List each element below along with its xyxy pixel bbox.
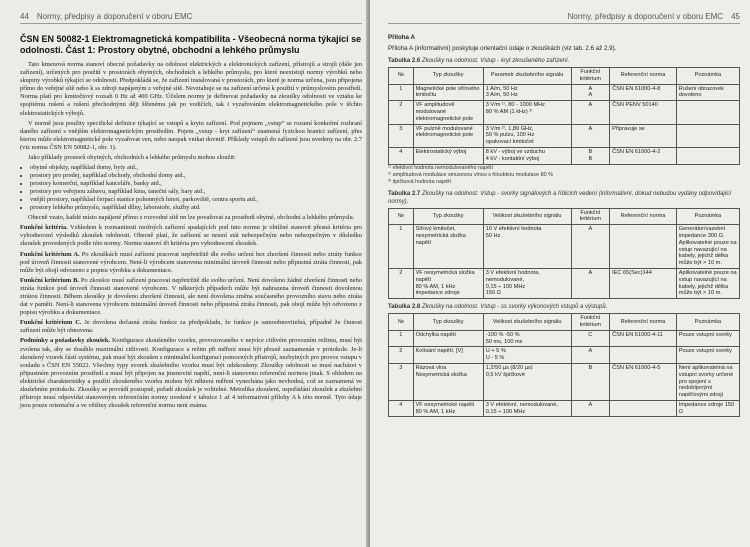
- table-cell: Elektrostatický výboj: [413, 147, 483, 164]
- table-cell: [610, 225, 677, 269]
- table-header-row: [389, 68, 740, 85]
- table-cell: Pouze vstupní svorky: [676, 330, 739, 347]
- table-cell: 3: [389, 124, 414, 147]
- table-row: [389, 84, 740, 101]
- table-cell: A: [571, 268, 610, 298]
- table-cell: B: [571, 363, 610, 400]
- table-note: ²⁾ amplitudová modulace sinusovou vlnou s hloubkou modulace 80 %: [388, 171, 553, 178]
- conditions-lead: Podmínky a požadavky zkoušek.: [20, 337, 111, 345]
- left-page: [0, 0, 370, 547]
- table-2-6-caption: [388, 57, 740, 65]
- column-header: Velikost zkušebního signálu: [483, 208, 571, 225]
- table-cell: Impedance zdroje 150 Ω: [676, 400, 739, 417]
- column-header: Poznámka: [676, 208, 739, 225]
- list-item: • obytné objekty, například domy, byty atd.,: [30, 164, 362, 172]
- table-cell: Kolísání napětí, [V]: [413, 347, 483, 364]
- conditions-text: Konfigurace zkoušeného vzorku, provozovaného v nejvíce citlivém provozním režimu, musí být zvolena tak, aby se dosáhlo maximální citlivosti. Konfigurace a režim při měření musí být přesně zaznamenán v protokole. Je-li zkoušený vzorek částí systému, pak musí být zkoušen s minimální konfigurací pomocných přístrojů, nezbytných pro provoz vstupu v souladu s ČSN EN 55022. Všechny typy svorek zkušebního vzorku musí být odzkoušeny. Zkoušky odolnosti se musí nacházet v připustném provozním prostředí a musí být připojen na jmenovité napětí, není-li stanoveno referenční normou jinak. S ohledem na elektrické charakteristiky a použití zkoušeného vzorku mohou být některá měření vynechána jako nevhodná, což se zaznamená ve zkušebním protokolu. Zkoušky se provádí postupně, pořadí zkoušek je volitelné. Metodika zkoušení, uspořádání zkoušek a zkušební přístroje musí odpovídat stanoveným referenčním normy uvedené v tabulce 1 až 4 informativní přílohy A k této normě. Tyto údaje jsou pouze orientační a ve většiny zkoušek referenční normu není známa.: [20, 337, 362, 410]
- table-row: [389, 400, 740, 417]
- list-item: • prostory pro prodej, například obchody, obchodní domy atd.,: [30, 172, 362, 180]
- table-row: [389, 347, 740, 364]
- table-cell: A A: [571, 84, 610, 101]
- table-row: [389, 363, 740, 400]
- column-header: №: [389, 314, 414, 331]
- table-cell: [610, 400, 677, 417]
- column-header: Typ zkoušky: [413, 68, 483, 85]
- paragraph-2: V normě jsou použity specifické definice týkající se vstupů a krytu zařízení. Pod pojmem „vstup“ se rozumí konkrétní rozhraní daného zařízení s vnějším elektromagnetickým prostředím. Pojem „vstup - kryt zařízení“ znamená fyzickou hranici zařízení, přes kterou může elektromagnetické pole vyzařovat ven, nebo naopak vnikat dovnitř. Příklady vstupů do zařízení jsou uvedeny na obr. 2.7 (viz norma ČSN EN 50082-1, obr. 1).: [20, 119, 362, 151]
- table-cell: 8 kV - výboj ve vzduchu 4 kV - kontaktní výboj: [483, 147, 571, 164]
- table-cell: ČSN EN 61000-4-5: [610, 363, 677, 400]
- left-head-text: Normy, předpisy a doporučení v oboru EMC: [36, 12, 193, 21]
- table-cell: Aplikovatelné pouze na vstup navazující na kabely, jejichž délka může být > 10 m.: [676, 268, 739, 298]
- table-cell: 3 V/m ²⁾, 1,89 GHz, 50 % pulzu, 100 Hz opakovací kmitočet: [483, 124, 571, 147]
- table-cell: U + 5 % U - 5 %: [483, 347, 571, 364]
- criterion-b-lead: Funkční kritérium B.: [20, 276, 79, 284]
- table-cell: A: [571, 124, 610, 147]
- table-header-row: [389, 314, 740, 331]
- table-cell: 10 V efektivní hodnota 50 Hz: [483, 225, 571, 269]
- table-cell: 3 V/m ¹⁾, 80 - 1000 MHz 80 % AM (1 kHz) ²⁾: [483, 101, 571, 124]
- table-cell: VF amplitudově modulované elektromagnetické pole: [413, 101, 483, 124]
- table-cell: 4: [389, 400, 414, 417]
- table-cell: [676, 101, 739, 124]
- table-cell: Magnetické pole síťového kmitočtu: [413, 84, 483, 101]
- column-header: Referenční norma: [610, 314, 677, 331]
- table-cell: Generátor/vazební impedance 300 Ω. Aplikovatelné pouze na vstup navazující na kabely, jejichž délka může být > 10 m.: [676, 225, 739, 269]
- table-cell: ČSN PENV 50140: [610, 101, 677, 124]
- paragraph-4: Obecně vzato, každé místo napájené přímo z rozvodné sítě nn lze považovat za prostředí obytné, obchodní a lehkého průmyslu.: [28, 214, 355, 222]
- table-2-6: [388, 67, 740, 165]
- list-item: • prostory lehkého průmyslu, například dílny, laboratoře, služby atd.: [30, 204, 362, 212]
- table-cell: [676, 124, 739, 147]
- criteria-lead: Funkční kritéria.: [20, 224, 68, 232]
- table-row: [389, 101, 740, 124]
- table-cell: A: [571, 225, 610, 269]
- table-cell: Není aplikovatelná na vstupní svorky určené pro spojení s nedobíjenými napěťovými zdroji: [676, 363, 739, 400]
- table-cell: ČSN EN 61000-4-2: [610, 147, 677, 164]
- criterion-a-lead: Funkční kritérium A.: [20, 250, 80, 258]
- list-item: • prostory komerční, například kanceláře, banky atd.,: [30, 180, 362, 188]
- column-header: Funkční kritérium: [571, 68, 610, 85]
- list-item: • vnější prostory, například čerpací stanice pohonných hmot, parkoviště, centra sportu atd.,: [30, 196, 362, 204]
- caption-text: Zkoušky na odolnost. Vstup - svorky signálových a řídicích vedení (informativní, dokud nebudou vydány odpovídající normy).: [388, 190, 732, 205]
- table-cell: 3: [389, 363, 414, 400]
- column-header: №: [389, 208, 414, 225]
- left-running-head: [20, 12, 362, 24]
- table-cell: VF nesymetrická složka napětí 80 % AM, 1 kHz impedance zdroje: [413, 268, 483, 298]
- caption-text: Zkoušky na odolnost. Vstup - kryt zkoušeného zařízení.: [421, 58, 570, 64]
- table-cell: ČSN EN 61000-4-11: [610, 330, 677, 347]
- criterion-c-paragraph: [20, 319, 362, 335]
- paragraph-3: Jako příklady prostorů obytných, obchodních a lehkého průmyslu mohou sloužit:: [28, 154, 236, 162]
- table-cell: Odchylka napětí: [413, 330, 483, 347]
- column-header: Funkční kritérium: [571, 208, 610, 225]
- column-header: Parametr zkušebního signálu: [483, 68, 571, 85]
- table-row: [389, 330, 740, 347]
- right-page-number: 45: [731, 12, 740, 21]
- table-cell: VF nesymetrické napětí 80 % AM, 1 kHz: [413, 400, 483, 417]
- table-cell: 4: [389, 147, 414, 164]
- caption-number: Tabulka 2.6: [388, 58, 421, 64]
- left-page-number: 44: [20, 12, 29, 21]
- caption-number: Tabulka 2.8: [388, 304, 421, 311]
- annex-text: Příloha A (informativní) poskytuje orientační údaje o zkouškách (viz tab. 2.6 až 2.9).: [388, 45, 617, 52]
- column-header: Referenční norma: [610, 208, 677, 225]
- criterion-b-paragraph: [20, 277, 362, 317]
- column-header: Typ zkoušky: [413, 208, 483, 225]
- column-header: Poznámka: [676, 314, 739, 331]
- criterion-c-lead: Funkční kritérium C.: [20, 319, 82, 327]
- table-cell: 1: [389, 84, 414, 101]
- table-2-7-caption: [388, 190, 740, 206]
- criterion-a-paragraph: [20, 251, 362, 275]
- column-header: Referenční norma: [610, 68, 677, 85]
- table-cell: Pouze vstupní svorky: [676, 347, 739, 364]
- criteria-text: Vzhledem k rozmanitosti možných zařízení spadajících pod tuto normu je obtížné stanovit přesná kritéria pro vyhodnocení výsledků zkoušek odolnosti. Obecně platí, že zařízení se nesmí stát nebezpečným nebo nebezpečným v důsledku zkoušek provedených podle této normy. Normu stanoví tři kritéria pro vyhodnocení zkoušek.: [20, 224, 362, 248]
- table-cell: 2: [389, 347, 414, 364]
- table-cell: -100 % -50 % 50 ms, 100 ms: [483, 330, 571, 347]
- table-cell: Rušení obrazovek dovoleno: [676, 84, 739, 101]
- right-head-text: Normy, předpisy a doporučení v oboru EMC: [567, 12, 724, 21]
- table-cell: Rázová vlna Nesymetrická složka: [413, 363, 483, 400]
- annex-title: Příloha A: [388, 34, 415, 41]
- caption-text: Zkoušky na odolnost. Vstup - ss svorky výkonových vstupů a výstupů.: [421, 304, 608, 311]
- table-cell: A: [571, 101, 610, 124]
- table-2-8: [388, 313, 740, 417]
- list-item: • prostory pro veřejnou zábavu, například kina, taneční sály, bary atd.,: [30, 188, 362, 196]
- table-cell: ČSN EN 61000-4-8: [610, 84, 677, 101]
- criterion-c-text: Je dovolena dočasná ztráta funkce za předpokladu, že funkce je samoobnovitelná, případně že činnost zařízení může být obnovena.: [20, 319, 362, 335]
- table-row: [389, 147, 740, 164]
- table-cell: B B: [571, 147, 610, 164]
- table-cell: C: [571, 330, 610, 347]
- column-header: №: [389, 68, 414, 85]
- table-cell: 1: [389, 225, 414, 269]
- column-header: Funkční kritérium: [571, 314, 610, 331]
- column-header: Poznámka: [676, 68, 739, 85]
- section-title: ČSN EN 50082-1 Elektromagnetická kompatibilita - Všeobecná norma týkající se odolnosti. Část 1: Prostory obytné, obchodní a lehkého průmyslu: [20, 34, 362, 55]
- table-cell: 2: [389, 101, 414, 124]
- table-cell: A: [571, 347, 610, 364]
- table-header-row: [389, 208, 740, 225]
- table-cell: 1,2/50 µs (8/20 µs) 0,5 kV špičkové: [483, 363, 571, 400]
- table-cell: 1: [389, 330, 414, 347]
- table-2-7: [388, 208, 740, 300]
- table-2-8-caption: [388, 303, 740, 311]
- table-2-6-notes: [388, 165, 740, 186]
- table-cell: 1 A/m, 50 Hz 3 A/m, 50 Hz: [483, 84, 571, 101]
- table-cell: IEC 65(Sec)144: [610, 268, 677, 298]
- table-row: [389, 268, 740, 298]
- table-cell: [610, 347, 677, 364]
- caption-number: Tabulka 2.7: [388, 190, 421, 197]
- right-running-head: [388, 12, 740, 24]
- table-cell: VF pulzně modulované elektromagnetické pole: [413, 124, 483, 147]
- table-row: [389, 124, 740, 147]
- table-cell: 3 V efektivní hodnota, nemodulované, 0,15 ÷ 100 MHz 150 Ω: [483, 268, 571, 298]
- right-page: [370, 0, 750, 547]
- table-row: [389, 225, 740, 269]
- premises-list: [20, 164, 362, 212]
- table-cell: Připravuje se: [610, 124, 677, 147]
- criterion-b-text: Po zkoušce musí zařízení pracovat nepřetržitě dle svého určení. Není dovoleno žádné zhoršení činnosti nebo ztráta funkce pod úroveň činnosti stanovené výrobcem. V některých případech může být nahrazena úroveň činnosti dovolenou ztrátou činnosti. Během zkoušky je dovoleno zhoršení činnosti, ale není dovolena změna současného provozního stavu nebo ztráta dat v paměti. Není-li stanovena výrobcem minimální úroveň činnosti nebo přípustná ztráta činnosti, pak obojí může být odvozeno z popisu výrobku a dokumentace.: [20, 276, 362, 317]
- table-cell: [676, 147, 739, 164]
- table-note: ³⁾ špičková hodnota napětí: [388, 178, 452, 185]
- criterion-a-text: Po zkouškách musí zařízení pracovat nepřetržitě dle svého určení bez zhoršení činnosti nebo ztráty funkce pod úroveň činnosti stanovené výrobcem. Není-li výrobcem stanovena minimální úroveň činnosti nebo přípustná ztráta činnosti, pak může být obojí odvozeno z popisu výrobku a dokumentace.: [20, 250, 362, 274]
- column-header: Typ zkoušky: [413, 314, 483, 331]
- column-header: Velikost zkušebního signálu: [483, 314, 571, 331]
- table-cell: A: [571, 400, 610, 417]
- criteria-paragraph: [20, 224, 362, 248]
- table-cell: 2: [389, 268, 414, 298]
- paragraph-1: Tato kmenová norma stanoví obecné požadavky na odolnost elektrických a elektronických zařízení, přístrojů a strojů (dále jen zařízení), určených pro použití v prostorách obytných, obchodních a lehkého průmyslu, pro které neexistují normy výrobků nebo skupiny výrobků týkající se odolnosti. Předpokládá se, že zařízení instalovaná v prostorách, pro které je norma určena, jsou připojena přímo do veřejné sítě nebo k ss zdroji napájeným z veřejné sítě. Nevztahuje se na zařízení určená k použití v průmyslovém prostředí. Norma platí pro kmitočtový rozsah 0 Hz až 400 GHz. Účelem normy je definovat požadavky na zkoušky odolnosti ve vztahu ke spojitému rušení a rušení přechodnými ději šířenému jak po vodičích, tak i vyzařováním elektromagnetického pole v těchto elektrostatických výbojů.: [20, 61, 362, 117]
- conditions-paragraph: [20, 337, 362, 410]
- table-note: ¹⁾ efektivní hodnota nemodulovaného napětí: [388, 164, 494, 171]
- table-cell: Síťový kmitočet, nesymetrická složka napětí: [413, 225, 483, 269]
- table-cell: 3 V efektivní, nemodulované, 0,15 ÷ 100 MHz: [483, 400, 571, 417]
